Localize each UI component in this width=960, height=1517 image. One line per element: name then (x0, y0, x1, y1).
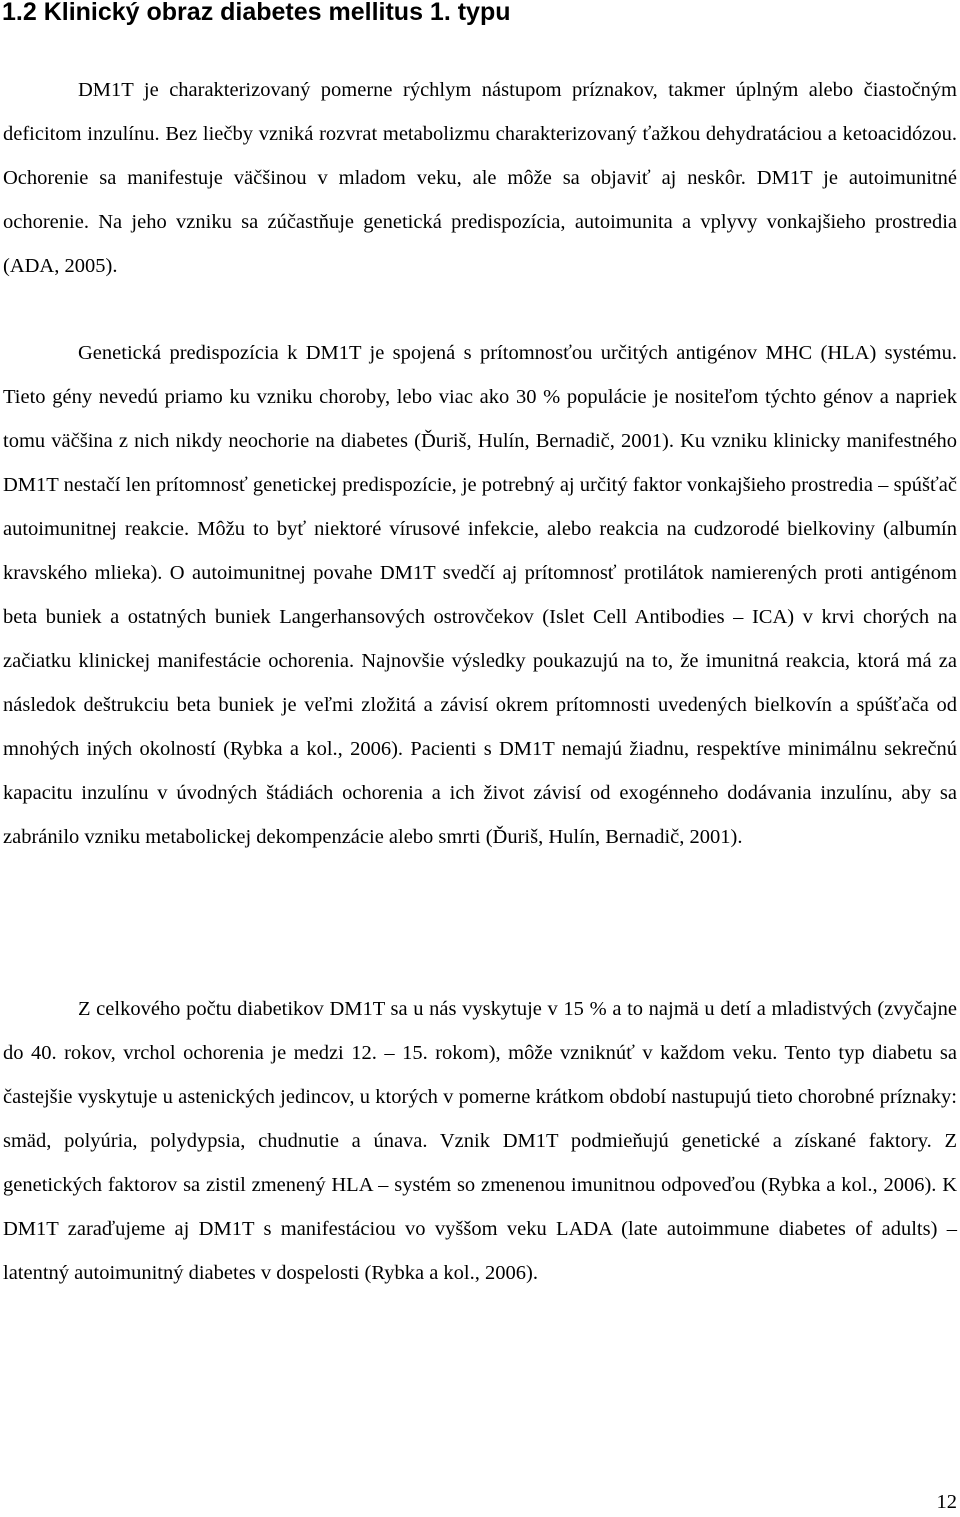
section-heading: 1.2 Klinický obraz diabetes mellitus 1. typu (2, 0, 511, 26)
page-number: 12 (936, 1491, 957, 1513)
paragraph-3 (3, 987, 957, 1295)
paragraph-3-text: Z celkového počtu diabetikov DM1T sa u nás vyskytuje v 15 % a to najmä u detí a mladistvých (zvyčajne do 40. rokov, vrchol ochorenia je medzi 12. – 15. rokom), môže vzniknúť v každom veku. Tento typ diabetu sa častejšie vyskytuje u astenických jedincov, u ktorých v pomerne krátkom období nastupujú tieto chorobné príznaky: smäd, polyúria, polydypsia, chudnutie a únava. Vznik DM1T podmieňujú genetické a získané faktory. Z genetických faktorov sa zistil zmenený HLA – systém so zmenenou imunitnou odpoveďou (Rybka a kol., 2006). K DM1T zaraďujeme aj DM1T s manifestáciou vo vyššom veku LADA (late autoimmune diabetes of adults) – latentný autoimunitný diabetes v dospelosti (Rybka a kol., 2006). (3, 998, 957, 1284)
paragraph-2-text: Genetická predispozícia k DM1T je spojená s prítomnosťou určitých antigénov MHC (HLA) systému. Tieto gény nevedú priamo ku vzniku choroby, lebo viac ako 30 % populácie je nositeľom týchto génov a napriek tomu väčšina z nich nikdy neochorie na diabetes (Ďuriš, Hulín, Bernadič, 2001). Ku vzniku klinicky manifestného DM1T nestačí len prítomnosť genetickej predispozície, je potrebný aj určitý faktor vonkajšieho prostredia – spúšťač autoimunitnej reakcie. Môžu to byť niektoré vírusové infekcie, alebo reakcia na cudzorodé bielkoviny (albumín kravského mlieka). O autoimunitnej povahe DM1T svedčí aj prítomnosť protilátok namierených proti antigénom beta buniek a ostatných buniek Langerhansových ostrovčekov (Islet Cell Antibodies – ICA) v krvi chorých na začiatku klinickej manifestácie ochorenia. Najnovšie výsledky poukazujú na to, že imunitná reakcia, ktorá má za následok deštrukciu beta buniek je veľmi zložitá a závisí okrem prítomnosti uvedených bielkovín a spúšťača od mnohých iných okolností (Rybka a kol., 2006). Pacienti s DM1T nemajú žiadnu, respektíve minimálnu sekrečnú kapacitu inzulínu v úvodných štádiách ochorenia a ich život závisí od exogénneho dodávania inzulínu, aby sa zabránilo vzniku metabolickej dekompenzácie alebo smrti (Ďuriš, Hulín, Bernadič, 2001). (3, 342, 957, 848)
paragraph-1 (3, 68, 957, 288)
paragraph-1-text: DM1T je charakterizovaný pomerne rýchlym nástupom príznakov, takmer úplným alebo čiastočným deficitom inzulínu. Bez liečby vzniká rozvrat metabolizmu charakterizovaný ťažkou dehydratáciou a ketoacidózou. Ochorenie sa manifestuje väčšinou v mladom veku, ale môže sa objaviť aj neskôr. DM1T je autoimunitné ochorenie. Na jeho vzniku sa zúčastňuje genetická predispozícia, autoimunita a vplyvy vonkajšieho prostredia (ADA, 2005). (3, 79, 957, 277)
paragraph-2 (3, 331, 957, 859)
